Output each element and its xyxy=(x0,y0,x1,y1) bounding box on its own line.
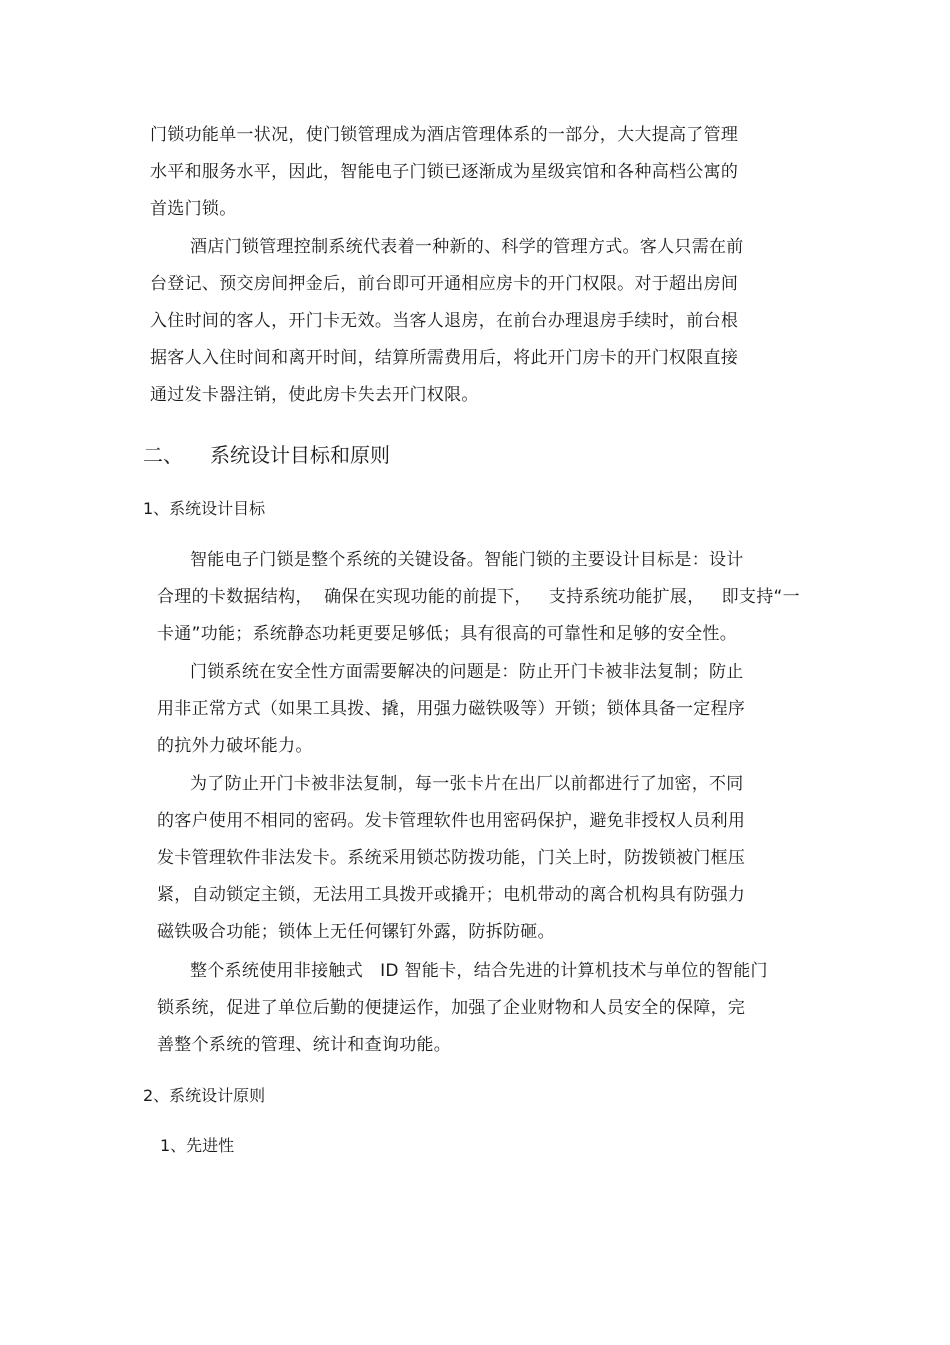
intro-line-1: 门锁功能单一状况，使门锁管理成为酒店管理体系的一部分，大大提高了管理 xyxy=(150,125,739,145)
encrypt-line-1: 为了防止开门卡被非法复制，每一张卡片在出厂以前都进行了加密，不同 xyxy=(190,774,744,794)
goal-line-1: 智能电子门锁是整个系统的关键设备。智能门锁的主要设计目标是：设计 xyxy=(190,550,744,570)
control-line-2: 台登记、预交房间押金后，前台即可开通相应房卡的开门权限。对于超出房间 xyxy=(150,274,739,294)
system-line-1: 整个系统使用非接触式 ID 智能卡，结合先进的计算机技术与单位的智能门 xyxy=(190,961,768,981)
encrypt-line-5: 磁铁吸合功能；锁体上无任何镙钉外露，防拆防砸。 xyxy=(157,922,555,942)
subsection-title-principle: 2、系统设计原则 xyxy=(143,1086,266,1105)
control-line-3: 入住时间的客人，开门卡无效。当客人退房，在前台办理退房手续时，前台根 xyxy=(150,311,739,331)
goal-line-3: 卡通”功能；系统静态功耗更要足够低；具有很高的可靠性和足够的安全性。 xyxy=(157,624,738,644)
intro-line-2: 水平和服务水平，因此，智能电子门锁已逐渐成为星级宾馆和各种高档公寓的 xyxy=(150,162,739,182)
system-line-2: 锁系统，促进了单位后勤的便捷运作，加强了企业财物和人员安全的保障，完 xyxy=(157,998,746,1018)
goal-line-2: 合理的卡数据结构， 确保在实现功能的前提下， 支持系统功能扩展， 即支持“一 xyxy=(157,587,800,607)
system-line-3: 善整个系统的管理、统计和查询功能。 xyxy=(157,1035,452,1055)
encrypt-line-2: 的客户使用不相同的密码。发卡管理软件也用密码保护，避免非授权人员利用 xyxy=(157,811,746,831)
control-line-4: 据客人入住时间和离开时间，结算所需费用后，将此开门房卡的开门权限直接 xyxy=(150,348,739,368)
section-number: 二、 xyxy=(143,443,183,467)
intro-line-3: 首选门锁。 xyxy=(150,199,237,219)
security-line-2: 用非正常方式（如果工具拨、撬，用强力磁铁吸等）开锁；锁体具备一定程序 xyxy=(157,699,746,719)
encrypt-line-4: 紧，自动锁定主锁，无法用工具拨开或撬开；电机带动的离合机构具有防强力 xyxy=(157,885,746,905)
security-line-3: 的抗外力破坏能力。 xyxy=(157,736,313,756)
security-line-1: 门锁系统在安全性方面需要解决的问题是：防止开门卡被非法复制；防止 xyxy=(190,662,744,682)
control-line-5: 通过发卡器注销，使此房卡失去开门权限。 xyxy=(150,385,479,405)
encrypt-line-3: 发卡管理软件非法发卡。系统采用锁芯防拨功能，门关上时，防拨锁被门框压 xyxy=(157,848,746,868)
control-line-1: 酒店门锁管理控制系统代表着一种新的、科学的管理方式。客人只需在前 xyxy=(190,237,744,257)
subsection-title-goal: 1、系统设计目标 xyxy=(143,499,266,518)
section-title: 系统设计目标和原则 xyxy=(210,443,390,467)
subsubsection-title-advanced: 1、先进性 xyxy=(160,1136,235,1155)
